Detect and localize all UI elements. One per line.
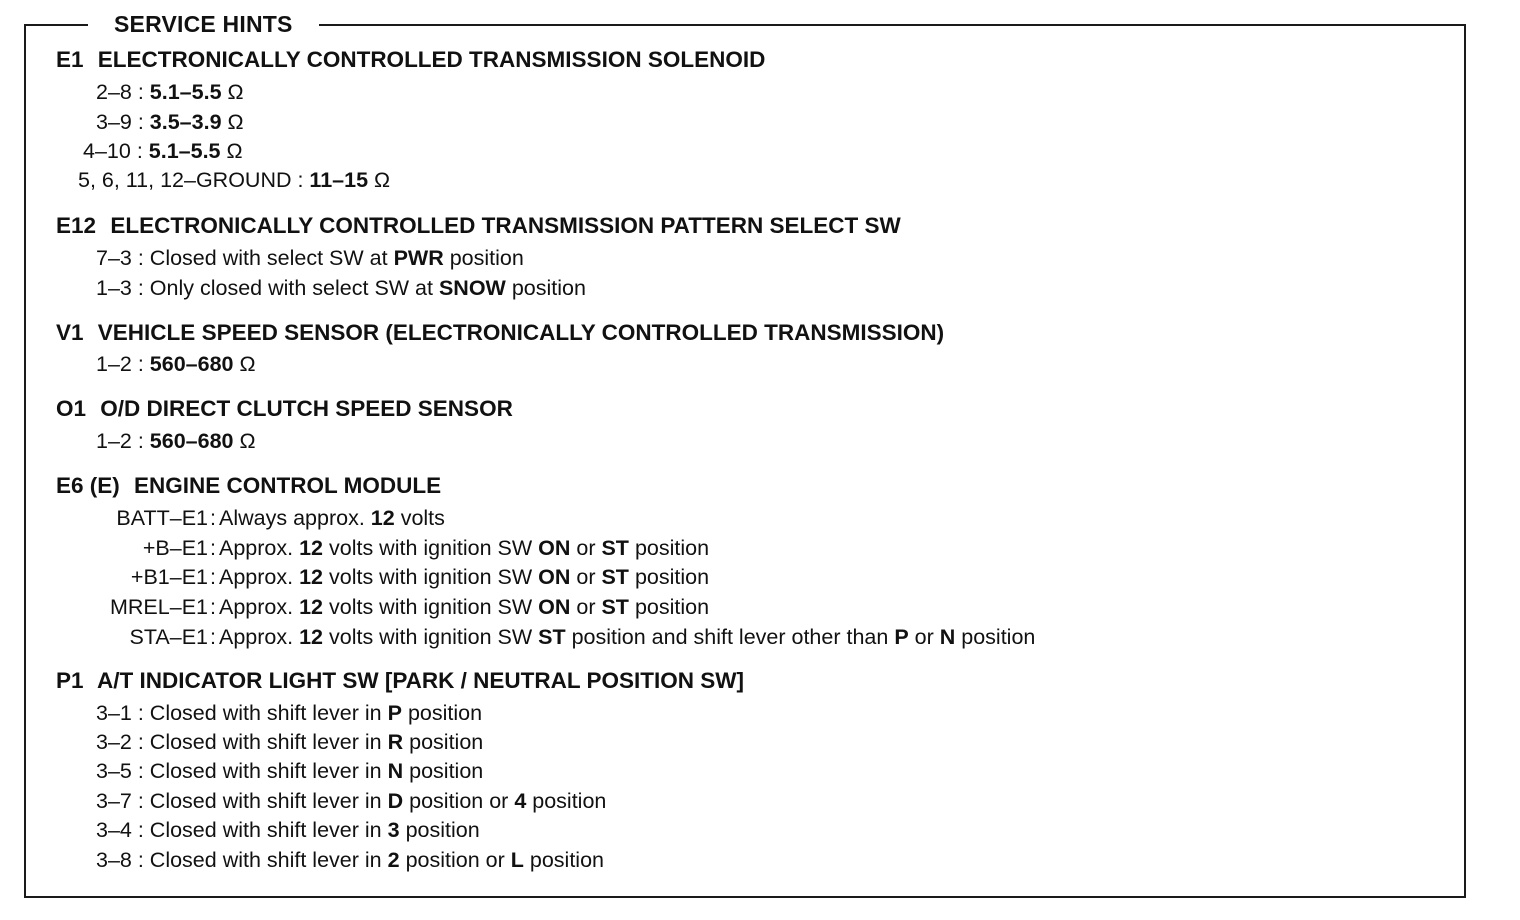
terminal-label: 4–10 (83, 139, 131, 163)
section-title: VEHICLE SPEED SENSOR (ELECTRONICALLY CONTROLLED TRANSMISSION) (97, 320, 945, 345)
switch-position: SNOW (438, 276, 506, 300)
switch-position: PWR (393, 246, 444, 270)
spec-row: 1–2 : 560–680 Ω (96, 352, 256, 376)
resistance-unit: Ω (239, 429, 256, 453)
section-header-v1 (56, 319, 944, 347)
spec-row: 3–1 : Closed with shift lever in P position (96, 701, 483, 725)
resistance-value: 5.1–5.5 (148, 139, 221, 163)
resistance-unit: Ω (239, 352, 256, 376)
resistance-value: 560–680 (149, 352, 234, 376)
section-title: O/D DIRECT CLUTCH SPEED SENSOR (100, 396, 513, 421)
section-title: ELECTRONICALLY CONTROLLED TRANSMISSION SOLENOID (97, 47, 766, 72)
section-header-e6 (56, 472, 441, 500)
spec-row: 3–2 : Closed with shift lever in R position (96, 730, 484, 754)
shift-position: 3 (387, 818, 400, 842)
condition-text: Approx. 12 volts with ignition SW ON or ST position (219, 595, 710, 619)
condition-text: position (409, 759, 484, 783)
section-header-e1 (56, 46, 765, 74)
resistance-unit: Ω (374, 168, 391, 192)
spec-row: 3–8 : Closed with shift lever in 2 position or L position (96, 848, 604, 872)
terminal-label: 1–2 (96, 352, 132, 376)
section-title: ENGINE CONTROL MODULE (134, 473, 442, 498)
condition-text: Closed with shift lever in (149, 759, 382, 783)
terminal-label: 3–4 (96, 818, 132, 842)
condition-text: Closed with shift lever in (149, 789, 382, 813)
shift-position: P (387, 701, 402, 725)
condition-text: Closed with shift lever in (149, 818, 382, 842)
resistance-value: 5.1–5.5 (149, 80, 222, 104)
shift-position: D (387, 789, 404, 813)
section-code: O1 (56, 396, 87, 421)
terminal-label: 3–2 (96, 730, 132, 754)
condition-text: Closed with shift lever in (149, 848, 382, 872)
resistance-unit: Ω (226, 139, 243, 163)
spec-row: 5, 6, 11, 12–GROUND : 11–15 Ω (78, 168, 391, 192)
terminal-label: +B–E1 (142, 536, 208, 560)
resistance-unit: Ω (227, 110, 244, 134)
condition-text: Closed with select SW at (149, 246, 388, 270)
spec-row: 3–9 : 3.5–3.9 Ω (96, 110, 244, 134)
condition-text: position (511, 276, 586, 300)
resistance-unit: Ω (227, 80, 244, 104)
panel-title: SERVICE HINTS (88, 9, 319, 39)
condition-text: position or (405, 848, 505, 872)
resistance-value: 560–680 (149, 429, 234, 453)
condition-text: Only closed with select SW at (149, 276, 433, 300)
section-code: V1 (56, 320, 84, 345)
section-header-o1 (56, 395, 513, 423)
section-header-e12 (56, 212, 901, 240)
condition-text: Approx. 12 volts with ignition SW ST position and shift lever other than P or N position (219, 625, 1036, 649)
condition-text: Always approx. 12 volts (219, 506, 445, 530)
shift-position: R (387, 730, 404, 754)
shift-position: N (387, 759, 404, 783)
terminal-label: 3–8 (96, 848, 132, 872)
condition-text: Closed with shift lever in (149, 701, 382, 725)
section-title: A/T INDICATOR LIGHT SW [PARK / NEUTRAL POSITION SW] (96, 668, 745, 693)
section-title: ELECTRONICALLY CONTROLLED TRANSMISSION PATTERN SELECT SW (110, 213, 901, 238)
condition-text: Closed with shift lever in (149, 730, 382, 754)
condition-text: position (529, 848, 604, 872)
condition-text: position or (409, 789, 509, 813)
condition-text: position (405, 818, 480, 842)
condition-text: position (532, 789, 607, 813)
terminal-label: 2–8 (96, 80, 132, 104)
resistance-value: 3.5–3.9 (149, 110, 222, 134)
condition-text: position (409, 730, 484, 754)
section-code: E1 (56, 47, 84, 72)
terminal-label: 3–5 (96, 759, 132, 783)
section-header-p1 (56, 667, 744, 695)
terminal-label: 3–7 (96, 789, 132, 813)
section-code: E6 (E) (56, 473, 120, 498)
terminal-label: 3–1 (96, 701, 132, 725)
terminal-label: 5, 6, 11, 12–GROUND (78, 168, 292, 192)
spec-row: 3–5 : Closed with shift lever in N position (96, 759, 484, 783)
terminal-label: MREL–E1 (110, 595, 208, 619)
section-code: E12 (56, 213, 97, 238)
condition-text: Approx. 12 volts with ignition SW ON or ST position (219, 565, 710, 589)
terminal-label: +B1–E1 (130, 565, 208, 589)
shift-position: L (510, 848, 524, 872)
spec-row: 1–3 : Only closed with select SW at SNOW position (96, 276, 586, 300)
spec-row: 4–10 : 5.1–5.5 Ω (83, 139, 243, 163)
condition-text: position (449, 246, 524, 270)
terminal-label: STA–E1 (129, 625, 208, 649)
spec-row: 2–8 : 5.1–5.5 Ω (96, 80, 244, 104)
terminal-label: BATT–E1 (116, 506, 208, 530)
section-code: P1 (56, 668, 84, 693)
condition-text: Approx. 12 volts with ignition SW ON or ST position (219, 536, 710, 560)
shift-position: 2 (387, 848, 400, 872)
condition-text: position (407, 701, 483, 725)
spec-row: 1–2 : 560–680 Ω (96, 429, 256, 453)
terminal-label: 7–3 (96, 246, 132, 270)
spec-row: 3–4 : Closed with shift lever in 3 position (96, 818, 480, 842)
terminal-label: 1–3 (96, 276, 132, 300)
spec-row: 7–3 : Closed with select SW at PWR position (96, 246, 524, 270)
resistance-value: 11–15 (309, 168, 369, 192)
terminal-label: 3–9 (96, 110, 132, 134)
spec-row: 3–7 : Closed with shift lever in D position or 4 position (96, 789, 607, 813)
terminal-label: 1–2 (96, 429, 132, 453)
shift-position: 4 (514, 789, 527, 813)
